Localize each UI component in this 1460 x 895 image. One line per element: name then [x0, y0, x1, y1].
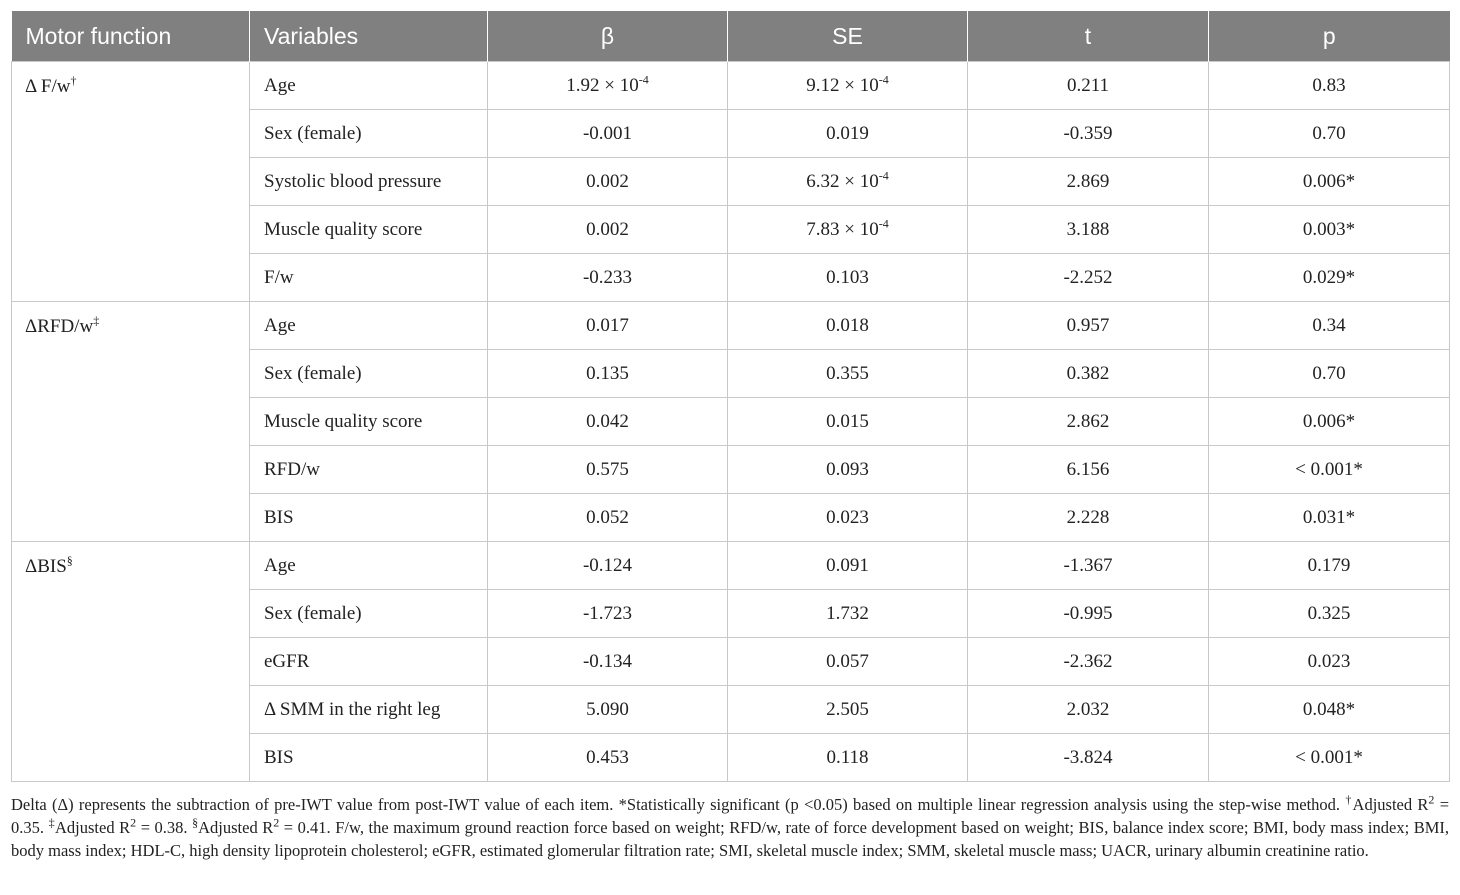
t-cell — [968, 206, 1209, 254]
se-cell — [728, 302, 968, 350]
beta-cell — [488, 638, 728, 686]
t-value: 2.862 — [1066, 410, 1110, 432]
table-row — [12, 62, 1450, 110]
p-value: 0.029* — [1302, 266, 1356, 288]
beta-value: 0.575 — [586, 458, 629, 480]
variable-cell: Sex (female) — [250, 590, 488, 638]
se-cell — [728, 446, 968, 494]
p-value: 0.003* — [1302, 218, 1356, 240]
variable-cell: Δ SMM in the right leg — [250, 686, 488, 734]
beta-cell — [488, 62, 728, 110]
se-value: 0.118 — [826, 746, 869, 768]
table-header — [12, 11, 1450, 62]
t-cell — [968, 158, 1209, 206]
t-value: 3.188 — [1066, 218, 1110, 240]
beta-cell — [488, 206, 728, 254]
t-value: -0.359 — [1063, 122, 1113, 144]
p-value: 0.031* — [1302, 506, 1356, 528]
p-cell — [1209, 734, 1450, 782]
footnote-text-1: Delta (Δ) represents the subtraction of pre-IWT value from post-IWT value of each item. *Statistically significant (p <0.05) based on multiple linear regression analysis using the step-wise method. — [11, 795, 1346, 814]
p-cell — [1209, 350, 1450, 398]
p-cell — [1209, 158, 1450, 206]
beta-cell — [488, 254, 728, 302]
p-cell — [1209, 254, 1450, 302]
p-cell — [1209, 494, 1450, 542]
se-exponent: -4 — [878, 72, 889, 87]
t-cell — [968, 590, 1209, 638]
beta-cell — [488, 302, 728, 350]
se-cell — [728, 686, 968, 734]
header-t: t — [968, 11, 1209, 62]
beta-value: 0.052 — [586, 506, 629, 528]
se-value: 0.093 — [826, 458, 869, 480]
p-value: < 0.001* — [1295, 458, 1363, 480]
beta-cell — [488, 734, 728, 782]
beta-value: -0.233 — [582, 266, 633, 288]
se-value: 7.83 × 10 — [806, 218, 879, 240]
t-cell — [968, 350, 1209, 398]
footnote-text-3: = 0.35. — [11, 795, 1449, 837]
se-cell — [728, 158, 968, 206]
beta-value: 0.042 — [586, 410, 629, 432]
beta-cell — [488, 590, 728, 638]
se-cell — [728, 542, 968, 590]
footnote-text-5: = 0.38. — [136, 818, 193, 837]
beta-cell — [488, 446, 728, 494]
beta-cell — [488, 158, 728, 206]
variable-cell: Age — [250, 542, 488, 590]
t-cell — [968, 734, 1209, 782]
se-cell — [728, 494, 968, 542]
beta-value: -0.134 — [582, 650, 633, 672]
motor-function-cell — [12, 62, 250, 302]
p-cell — [1209, 398, 1450, 446]
header-se: SE — [728, 11, 968, 62]
variable-cell: Age — [250, 302, 488, 350]
se-value: 0.018 — [826, 314, 869, 336]
variable-cell: Muscle quality score — [250, 398, 488, 446]
t-value: 2.869 — [1066, 170, 1110, 192]
header-motor-function: Motor function — [12, 11, 250, 62]
footnote-text-6: Adjusted R — [198, 818, 274, 837]
t-cell — [968, 302, 1209, 350]
se-value: 0.057 — [826, 650, 869, 672]
beta-cell — [488, 542, 728, 590]
t-cell — [968, 638, 1209, 686]
footnote-mark-double-dagger: ‡ — [48, 815, 55, 830]
se-cell — [728, 638, 968, 686]
se-value: 6.32 × 10 — [806, 170, 879, 192]
se-value: 9.12 × 10 — [806, 74, 879, 96]
variable-cell: eGFR — [250, 638, 488, 686]
p-value: 0.023 — [1307, 650, 1351, 672]
regression-table — [11, 11, 1450, 782]
footnote-square-3: 2 — [273, 815, 280, 830]
beta-value: 1.92 × 10 — [566, 74, 639, 96]
variable-cell: RFD/w — [250, 446, 488, 494]
motor-function-cell — [12, 542, 250, 782]
se-cell — [728, 398, 968, 446]
t-value: 0.211 — [1066, 74, 1110, 96]
se-cell — [728, 110, 968, 158]
p-cell — [1209, 110, 1450, 158]
p-value: 0.325 — [1307, 602, 1351, 624]
se-cell — [728, 206, 968, 254]
beta-value: 0.002 — [586, 218, 629, 240]
footnote-text-4: Adjusted R — [55, 818, 131, 837]
beta-value: -0.001 — [582, 122, 633, 144]
beta-value: 0.453 — [586, 746, 629, 768]
t-cell — [968, 62, 1209, 110]
motor-function-label: ΔRFD/w — [25, 316, 94, 337]
p-cell — [1209, 638, 1450, 686]
footnote-square-1: 2 — [1428, 792, 1435, 807]
beta-value: 0.002 — [586, 170, 629, 192]
regression-table-container — [11, 11, 1449, 782]
t-value: 6.156 — [1066, 458, 1110, 480]
se-cell — [728, 350, 968, 398]
p-cell — [1209, 302, 1450, 350]
motor-function-label: Δ F/w — [25, 76, 71, 97]
p-cell — [1209, 206, 1450, 254]
p-value: 0.179 — [1307, 554, 1351, 576]
beta-value: 0.017 — [586, 314, 629, 336]
beta-value: -1.723 — [582, 602, 633, 624]
p-value: 0.70 — [1312, 362, 1346, 384]
variable-cell: Sex (female) — [250, 110, 488, 158]
variable-cell: BIS — [250, 494, 488, 542]
t-value: -2.252 — [1063, 266, 1113, 288]
t-cell — [968, 542, 1209, 590]
se-exponent: -4 — [878, 216, 889, 231]
t-value: 0.957 — [1066, 314, 1110, 336]
p-value: 0.70 — [1312, 122, 1346, 144]
footnote-text-2: Adjusted R — [1352, 795, 1429, 814]
se-value: 0.019 — [826, 122, 869, 144]
se-value: 0.103 — [826, 266, 869, 288]
footnote-text-7: = 0.41. F/w, the maximum ground reaction force based on weight; RFD/w, rate of force development based on weight; BIS, balance index score; BMI, body mass index; BMI, body mass index; HDL-C, high density lipoprotein cholesterol; eGFR, estimated glomerular filtration rate; SMI, skeletal muscle index; SMM, skeletal muscle mass; UACR, urinary albumin creatinine ratio. — [11, 818, 1450, 860]
beta-value: 5.090 — [586, 698, 629, 720]
beta-cell — [488, 398, 728, 446]
motor-function-mark: ‡ — [93, 313, 100, 328]
beta-exponent: -4 — [638, 72, 649, 87]
p-value: 0.048* — [1302, 698, 1356, 720]
t-value: 0.382 — [1066, 362, 1110, 384]
table-body — [12, 62, 1450, 782]
p-cell — [1209, 542, 1450, 590]
se-cell — [728, 254, 968, 302]
beta-value: 0.135 — [586, 362, 629, 384]
t-value: 2.032 — [1066, 698, 1110, 720]
t-cell — [968, 686, 1209, 734]
footnote-mark-section: § — [192, 815, 199, 830]
t-value: -1.367 — [1063, 554, 1113, 576]
se-value: 2.505 — [826, 698, 869, 720]
variable-cell: Sex (female) — [250, 350, 488, 398]
se-cell — [728, 590, 968, 638]
se-exponent: -4 — [878, 168, 889, 183]
t-value: -2.362 — [1063, 650, 1113, 672]
beta-cell — [488, 494, 728, 542]
t-value: -0.995 — [1063, 602, 1113, 624]
t-value: -3.824 — [1063, 746, 1113, 768]
p-value: 0.83 — [1312, 74, 1346, 96]
p-value: < 0.001* — [1295, 746, 1363, 768]
motor-function-mark: § — [66, 553, 73, 568]
t-cell — [968, 398, 1209, 446]
table-footnote — [11, 793, 1449, 862]
t-cell — [968, 494, 1209, 542]
variable-cell: F/w — [250, 254, 488, 302]
beta-value: -0.124 — [582, 554, 633, 576]
motor-function-label: ΔBIS — [25, 556, 67, 577]
header-p: p — [1209, 11, 1450, 62]
p-value: 0.34 — [1312, 314, 1346, 336]
p-cell — [1209, 446, 1450, 494]
footnote-mark-dagger: † — [1345, 792, 1353, 807]
p-cell — [1209, 62, 1450, 110]
variable-cell: Age — [250, 62, 488, 110]
variable-cell: Muscle quality score — [250, 206, 488, 254]
beta-cell — [488, 110, 728, 158]
motor-function-mark: † — [70, 73, 77, 88]
se-value: 0.023 — [826, 506, 869, 528]
p-cell — [1209, 686, 1450, 734]
footnote-square-2: 2 — [130, 815, 137, 830]
header-variables: Variables — [250, 11, 488, 62]
se-cell — [728, 62, 968, 110]
variable-cell: BIS — [250, 734, 488, 782]
p-value: 0.006* — [1302, 170, 1356, 192]
table-row — [12, 542, 1450, 590]
t-cell — [968, 254, 1209, 302]
table-row — [12, 302, 1450, 350]
t-cell — [968, 446, 1209, 494]
se-value: 0.091 — [826, 554, 869, 576]
p-cell — [1209, 590, 1450, 638]
t-value: 2.228 — [1066, 506, 1110, 528]
header-beta: β — [488, 11, 728, 62]
beta-cell — [488, 686, 728, 734]
se-value: 1.732 — [826, 602, 869, 624]
motor-function-cell — [12, 302, 250, 542]
p-value: 0.006* — [1302, 410, 1356, 432]
beta-cell — [488, 350, 728, 398]
se-value: 0.355 — [826, 362, 869, 384]
t-cell — [968, 110, 1209, 158]
se-cell — [728, 734, 968, 782]
se-value: 0.015 — [826, 410, 869, 432]
variable-cell: Systolic blood pressure — [250, 158, 488, 206]
